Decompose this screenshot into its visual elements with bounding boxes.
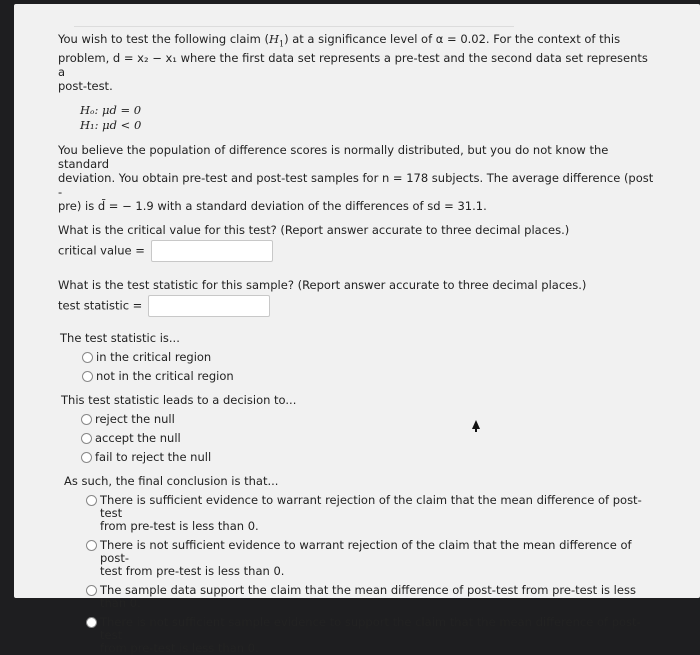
radio-button[interactable] bbox=[82, 371, 93, 382]
region-prompt: The test statistic is... bbox=[60, 331, 180, 346]
alternative-hypothesis: H₁: μd < 0 bbox=[80, 118, 142, 133]
radio-button[interactable] bbox=[81, 452, 92, 463]
radio-button[interactable] bbox=[86, 540, 97, 551]
claim-symbol: H bbox=[268, 32, 279, 46]
conclusion-option-2[interactable]: There is not sufficient evidence to warrant rejection of the claim that the mean difference of post- test from pre-test is less than 0. bbox=[86, 539, 658, 578]
intro-line-2: problem, d = x₂ − x₁ where the first data set represents a pre-test and the second data set represents a bbox=[58, 51, 648, 80]
radio-button[interactable] bbox=[86, 585, 97, 596]
region-section bbox=[60, 331, 658, 383]
context-line-3: pre) is d̄ = − 1.9 with a standard deviation of the differences of sd = 31.1. bbox=[58, 199, 487, 214]
region-option-in[interactable]: in the critical region bbox=[82, 351, 658, 364]
mouse-cursor-icon bbox=[472, 420, 480, 429]
decision-option-reject[interactable]: reject the null bbox=[81, 413, 658, 426]
hypotheses bbox=[80, 103, 658, 133]
critical-value-label: critical value = bbox=[58, 243, 145, 258]
question-panel bbox=[14, 4, 700, 655]
radio-button[interactable] bbox=[81, 433, 92, 444]
conclusion-option-1[interactable]: There is sufficient evidence to warrant rejection of the claim that the mean difference of post-test from pre-test is less than 0. bbox=[86, 494, 658, 533]
critical-value-section bbox=[58, 223, 658, 262]
top-strip bbox=[74, 10, 514, 27]
intro-line-3: post-test. bbox=[58, 79, 113, 94]
test-statistic-label: test statistic = bbox=[58, 298, 143, 313]
decision-section bbox=[61, 393, 658, 464]
test-statistic-prompt: What is the test statistic for this sample? (Report answer accurate to three decimal places.) bbox=[58, 278, 587, 293]
conclusion-option-4[interactable]: There is not sufficient sample evidence to support the claim that the mean difference of post-test from pre-test is less than 0. bbox=[86, 616, 658, 655]
region-option-not-in[interactable]: not in the critical region bbox=[82, 370, 658, 383]
decision-prompt: This test statistic leads to a decision to... bbox=[61, 393, 297, 408]
null-hypothesis: Hₒ: μd = 0 bbox=[80, 103, 142, 118]
claim-subscript: 1 bbox=[278, 39, 285, 49]
radio-button[interactable] bbox=[81, 414, 92, 425]
radio-button[interactable] bbox=[86, 617, 97, 628]
radio-button[interactable] bbox=[82, 352, 93, 363]
critical-value-input[interactable] bbox=[151, 240, 273, 262]
question-content bbox=[58, 32, 658, 655]
conclusion-option-3[interactable]: The sample data support the claim that the mean difference of post-test from pre-test is less than 0. bbox=[86, 584, 658, 610]
conclusion-section bbox=[64, 474, 658, 655]
test-statistic-input[interactable] bbox=[148, 295, 270, 317]
context-line-1: You believe the population of difference scores is normally distributed, but you do not know the standard bbox=[58, 143, 609, 172]
radio-button[interactable] bbox=[86, 495, 97, 506]
conclusion-prompt: As such, the final conclusion is that... bbox=[64, 474, 279, 489]
decision-option-fail-to-reject[interactable]: fail to reject the null bbox=[81, 451, 658, 464]
context-line-2: deviation. You obtain pre-test and post-test samples for n = 178 subjects. The average difference (post - bbox=[58, 171, 654, 200]
critical-value-prompt: What is the critical value for this test? (Report answer accurate to three decimal places.) bbox=[58, 223, 570, 238]
test-statistic-section bbox=[58, 278, 658, 317]
intro-line-1: You wish to test the following claim $(H_1)$ at a significance level of α = 0.02. For the context of this bbox=[58, 32, 621, 49]
context-paragraph bbox=[58, 143, 658, 213]
decision-option-accept[interactable]: accept the null bbox=[81, 432, 658, 445]
